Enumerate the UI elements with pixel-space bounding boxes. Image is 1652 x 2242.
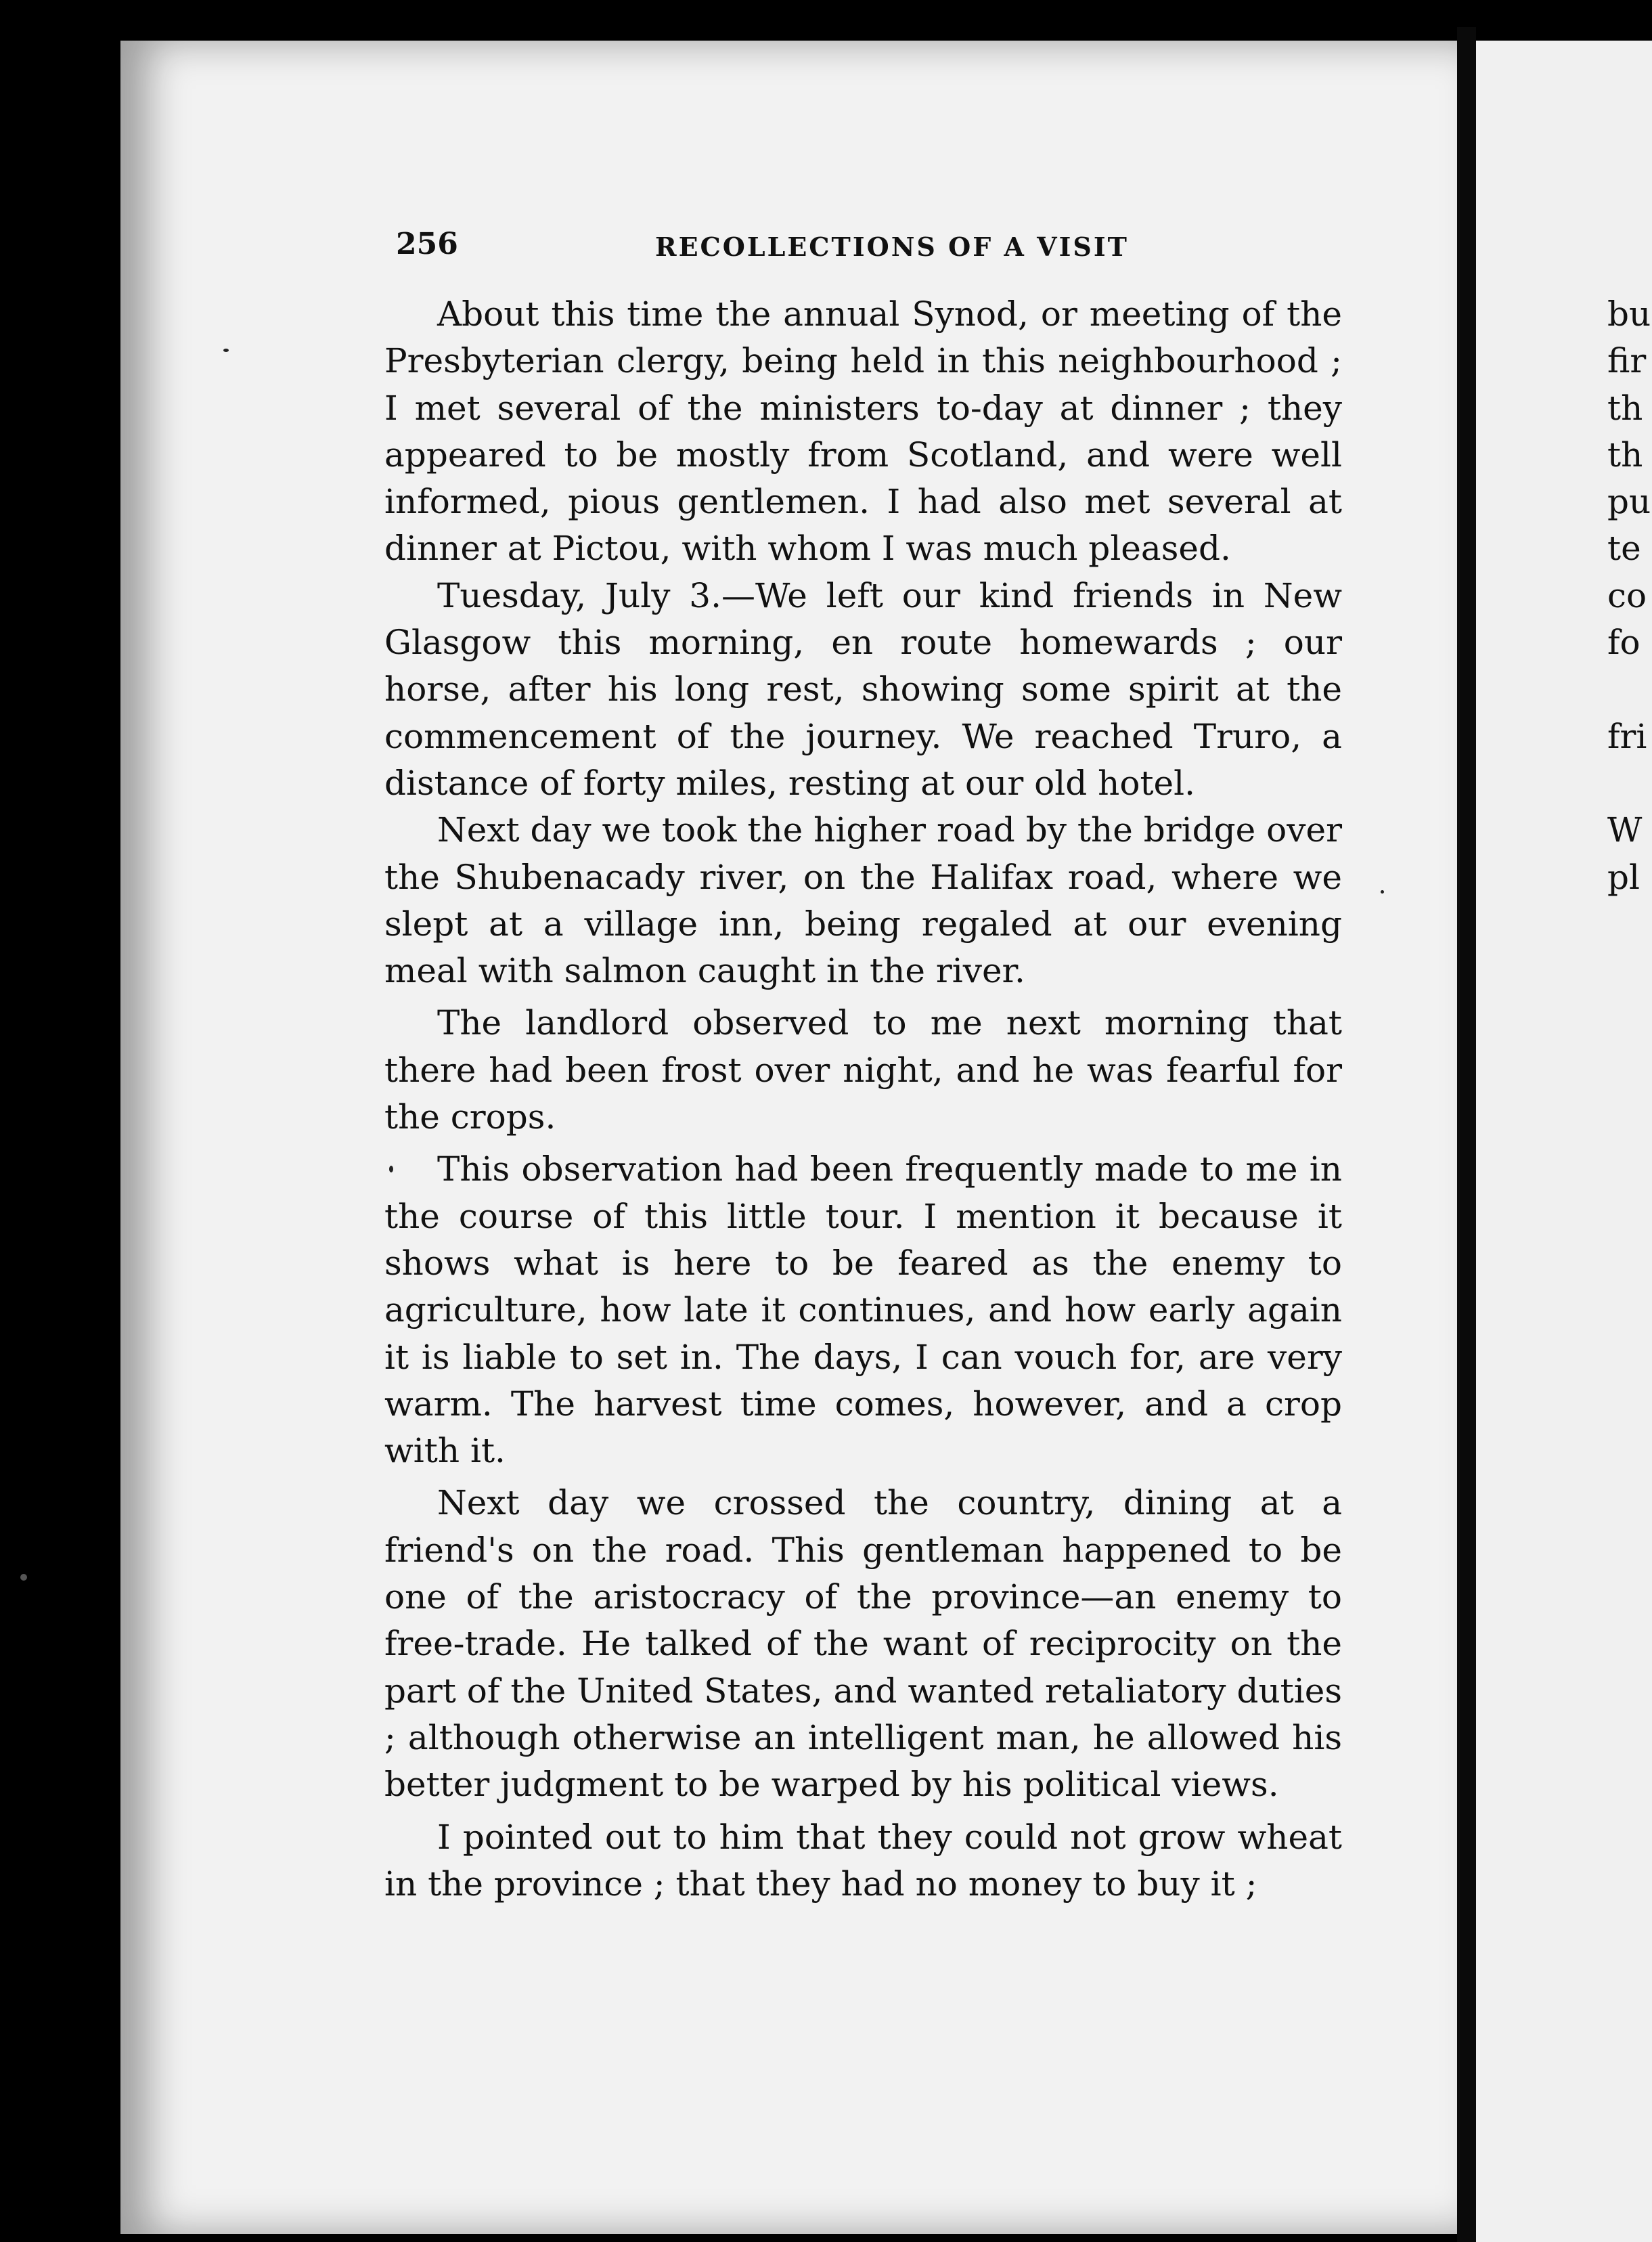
facing-fragment: [1607, 666, 1648, 713]
running-title: RECOLLECTIONS OF A VISIT: [655, 232, 1129, 262]
paragraph-landlord: The landlord observed to me next morning that there had been frost over night, and he was fearful for the crops.: [384, 1003, 1342, 1137]
facing-fragment: te: [1607, 529, 1641, 569]
paragraph-synod: About this time the annual Synod, or meeting of the Presbyterian clergy, being held in this neighbourhood ; I met several of the ministers to-day at dinner ; they appeared to be mostly from Scotland, and were well informed, pious gentlemen. I had also met several at dinner at Pictou, with whom I was much pleased.: [384, 294, 1342, 569]
facing-fragment: th: [1607, 435, 1643, 475]
facing-fragment: [1607, 760, 1648, 807]
facing-fragment: fo: [1607, 623, 1640, 663]
paragraph-shubenacady: Next day we took the higher road by the bridge over the Shubenacady river, on the Halifax road, where we slept at a village inn, being regaled at our evening meal with salmon caught in the river.: [384, 810, 1342, 991]
paragraph-frost-observation: This observation had been frequently made to me in the course of this little tour. I mention it because it shows what is here to be feared as the enemy to agriculture, how late it continues, and how early again it is liable to set in. The days, I can vouch for, are very warm. The harvest time comes, however, and a crop with it.: [384, 1149, 1342, 1471]
paragraph-july-3: Tuesday, July 3.—We left our kind friends in New Glasgow this morning, en route homewards ; our horse, after his long rest, showing some spirit at the commencement of the journey. We reached Truro, a distance of forty miles, resting at our old hotel.: [384, 575, 1342, 803]
facing-fragment: W: [1607, 810, 1643, 850]
page-body-text: [384, 291, 1342, 1908]
paragraph-wheat: I pointed out to him that they could not grow wheat in the province ; that they had no money to buy it ;: [384, 1817, 1342, 1904]
scan-speck: [20, 1574, 27, 1581]
scan-speck: [1381, 890, 1384, 894]
scan-speck: [223, 349, 229, 352]
book-gutter: [1457, 27, 1476, 2242]
facing-fragment: pu: [1607, 482, 1651, 522]
page-number: 256: [396, 227, 458, 261]
facing-fragment: fir: [1607, 341, 1647, 381]
facing-fragment: co: [1607, 575, 1647, 615]
scan-speck: [389, 1166, 393, 1172]
facing-fragment: th: [1607, 388, 1643, 428]
facing-fragment: bu: [1607, 294, 1651, 334]
facing-fragment: pl: [1607, 857, 1640, 897]
paragraph-free-trade: Next day we crossed the country, dining at a friend's on the road. This gentleman happened to be one of the aristocracy of the province—an enemy to free-trade. He talked of the want of reciprocity on the part of the United States, and wanted retaliatory duties ; although otherwise an intelligent man, he allowed his better judgment to be warped by his political views.: [384, 1483, 1342, 1805]
facing-page-text-fragments: [1607, 291, 1651, 901]
facing-fragment: fri: [1607, 716, 1647, 756]
